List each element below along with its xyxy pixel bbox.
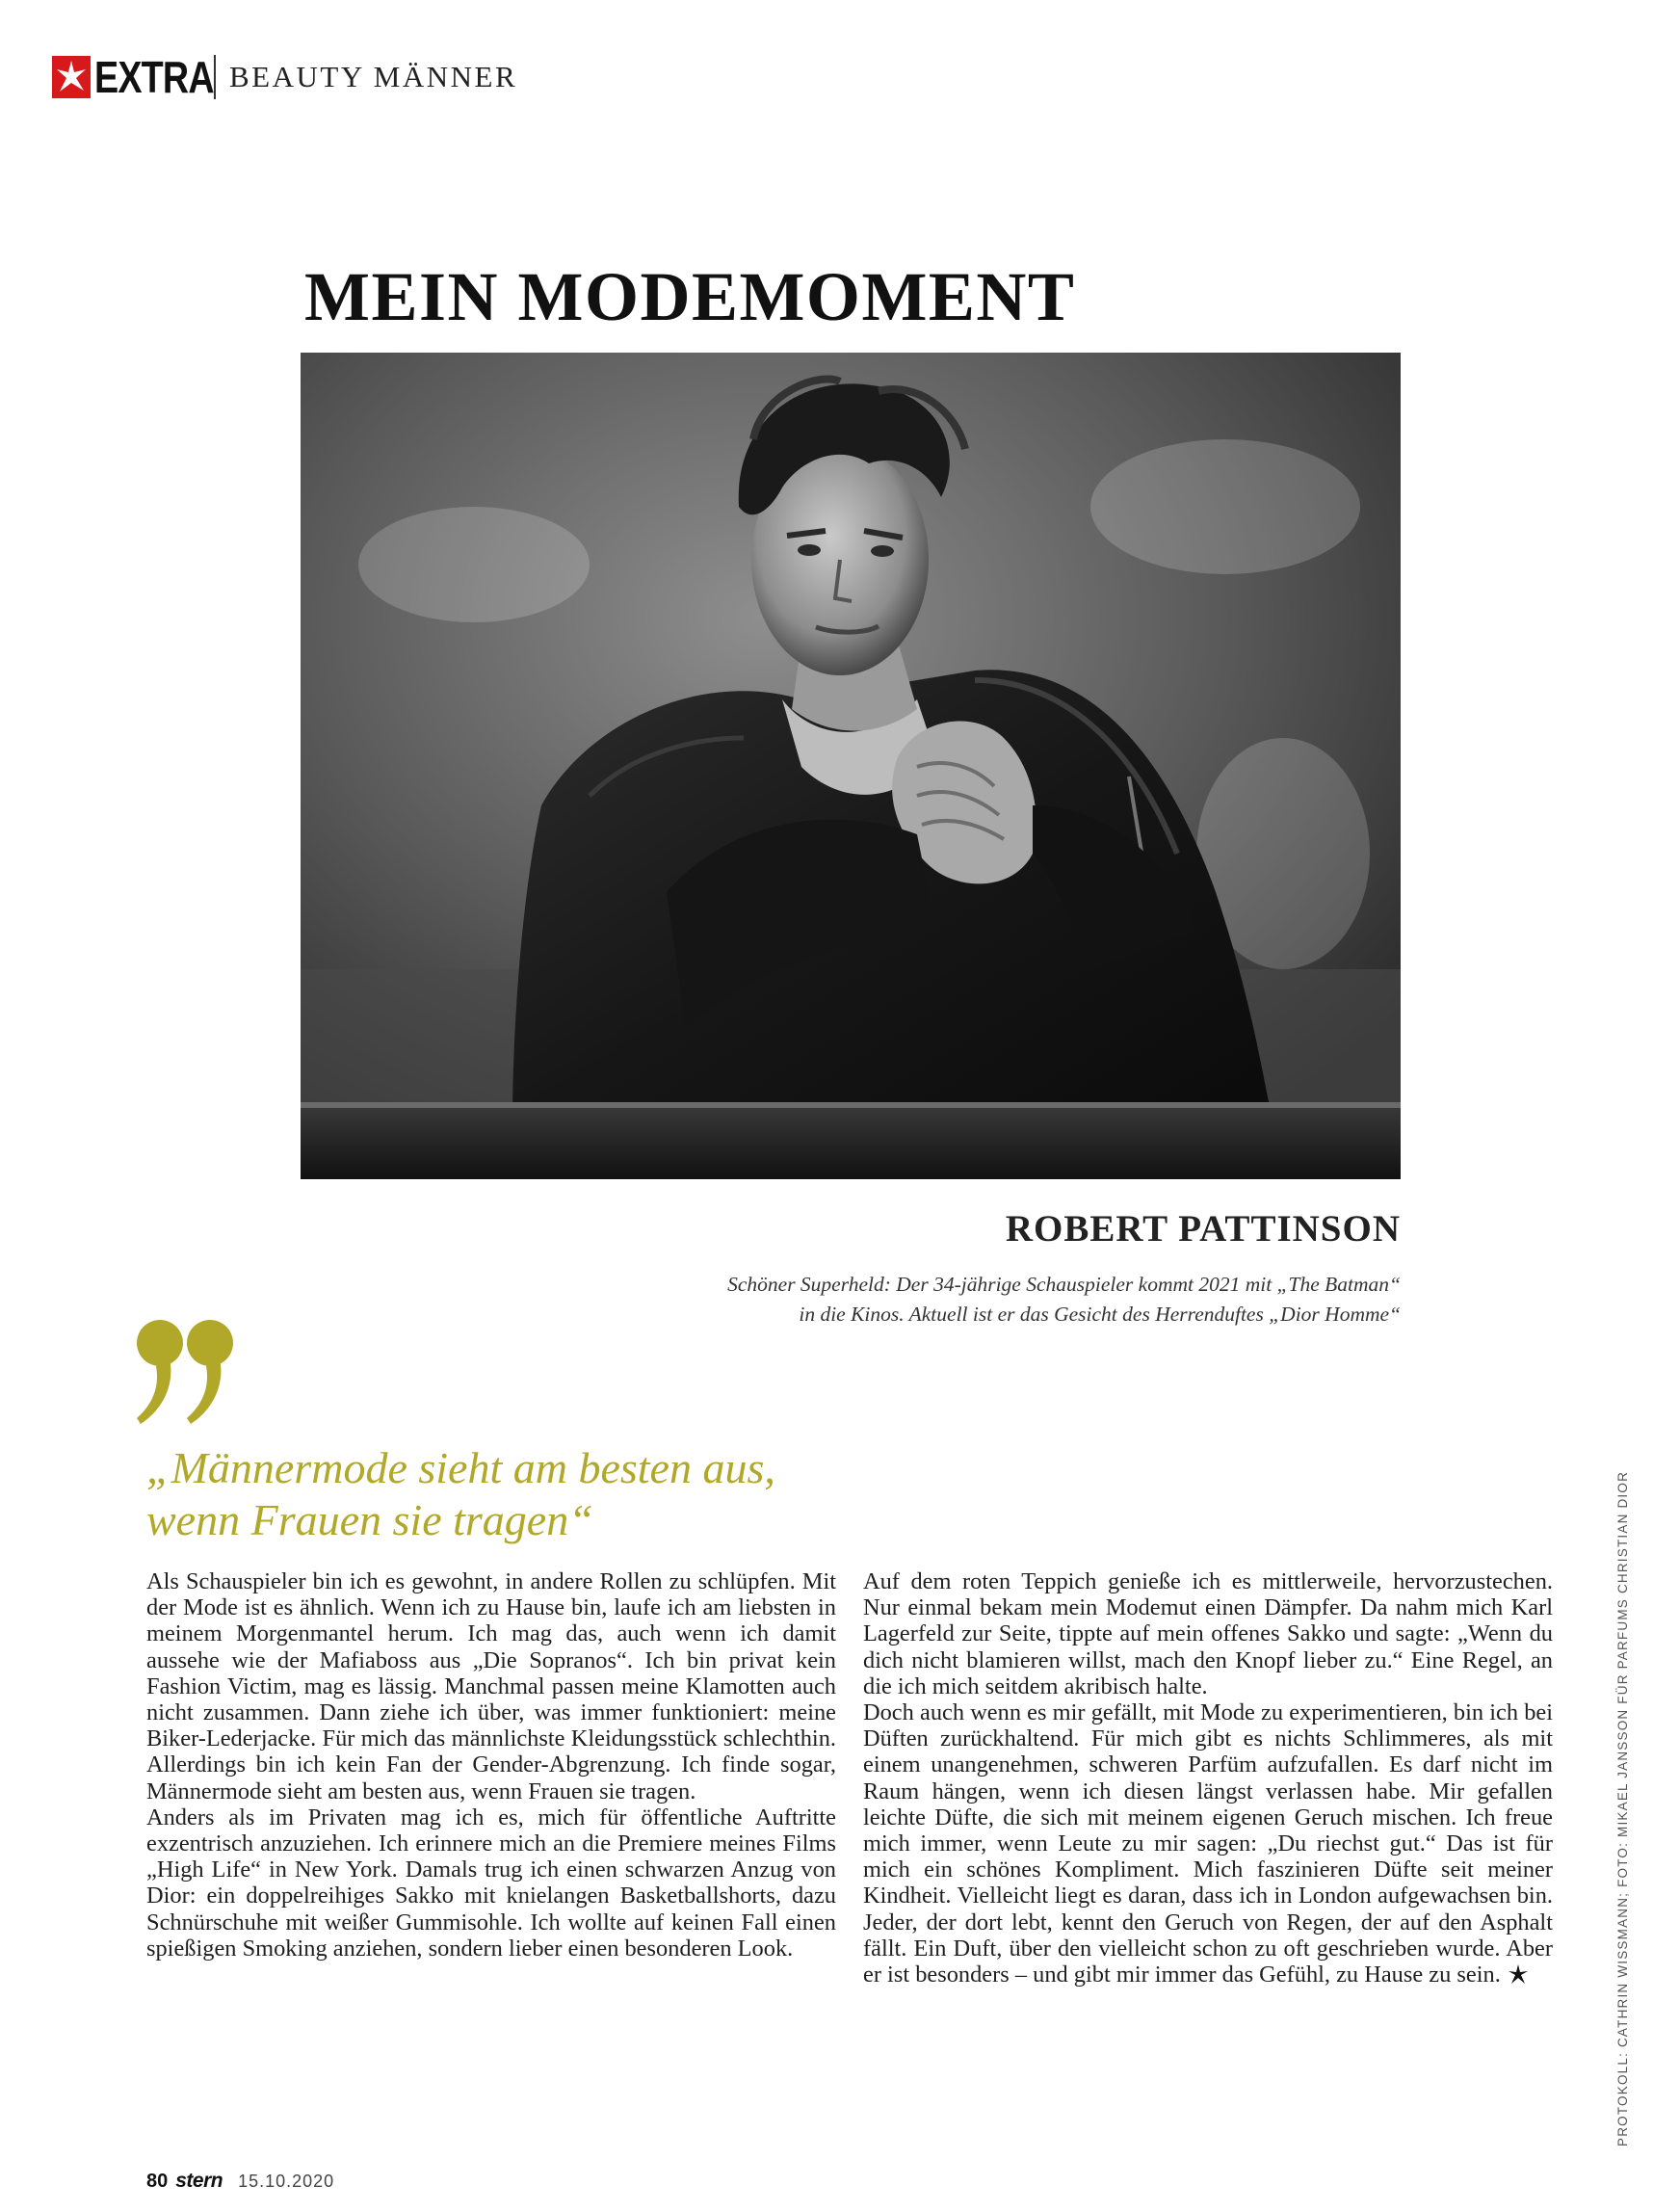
- header-divider: [214, 55, 216, 99]
- photo-credit-container: [1603, 1472, 1641, 2146]
- stern-star-icon: [52, 56, 91, 98]
- pull-quote-line-1: „Männermode sieht am besten aus,: [146, 1443, 775, 1492]
- section-label: BEAUTY MÄNNER: [229, 60, 518, 93]
- caption-text: Schöner Superheld: Der 34-jährige Schauspieler kommt 2021 mit „The Batman“ in die Kinos. Aktuell ist er das Gesicht des Herrenduftes „Dior Homme“: [727, 1273, 1401, 1326]
- pull-quote-line-2: wenn Frauen sie tragen“: [146, 1495, 593, 1544]
- body-paragraph: Auf dem roten Teppich genieße ich es mittlerweile, hervorzustechen. Nur einmal bekam mein Modemut einen Dämpfer. Da nahm mich Karl Lagerfeld zur Seite, tippte auf mein offenes Sakko und sagte: „Wenn du dich nicht blamieren willst, mach den Knopf lieber zu.“ Eine Regel, an die ich mich seitdem akribisch halte.: [863, 1568, 1553, 1699]
- end-star-icon: [1509, 1964, 1528, 1984]
- photo-credit: PROTOKOLL: CATHRIN WISSMANN; FOTO: MIKAEL JANSSON FÜR PARFUMS CHRISTIAN DIOR: [1615, 1470, 1630, 2146]
- pull-quote: [146, 1442, 879, 1546]
- page-footer: [146, 2170, 334, 2193]
- quote-mark-icon: [133, 1310, 239, 1426]
- page-header: [52, 50, 517, 104]
- body-paragraph-text: Doch auch wenn es mir gefällt, mit Mode zu experimentieren, bin ich bei Düften zurückhaltend. Für mich gibt es nichts Schlimmeres, als mit einem unangenehmen, schweren Parfüm aufzufallen. Es darf nicht im Raum hängen, wenn ich diesen längst verlassen habe. Mir gefallen leichte Düfte, die sich mit meinem eigenen Geruch mischen. Ich freue mich immer, wenn Leute zu mir sagen: „Du riechst gut.“ Das ist für mich ein schönes Kompliment. Mich faszinieren Düfte seit meiner Kindheit. Vielleicht liegt es daran, dass ich in London aufgewachsen bin. Jeder, der dort lebt, kennt den Geruch von Regen, der auf den Asphalt fällt. Ein Duft, über den vielleicht schon zu oft geschrieben wurde. Aber er ist besonders – und gibt mir immer das Gefühl, zu Hause zu sein.: [863, 1699, 1553, 1988]
- page-number: 80: [146, 2171, 169, 2192]
- body-column-right: [863, 1568, 1553, 1988]
- body-paragraph: Anders als im Privaten mag ich es, mich für öffentliche Auftritte exzentrisch anzuziehen. Ich erinnere mich an die Premiere meines Films „High Life“ in New York. Damals trug ich einen schwarzen Anzug von Dior: ein doppelreihiges Sakko mit knielangen Basketballshorts, dazu Schnürschuhe mit weißer Gummisohle. Ich wollte auf keinen Fall einen spießigen Smoking anziehen, sondern lieber einen besonderen Look.: [146, 1804, 836, 1962]
- body-column-left: [146, 1568, 836, 1962]
- extra-brand: EXTRA: [94, 52, 214, 102]
- portrait-photo: [301, 353, 1401, 1179]
- caption-name: ROBERT PATTINSON: [1005, 1208, 1401, 1250]
- magazine-name: stern: [175, 2170, 223, 2192]
- issue-date: 15.10.2020: [238, 2172, 335, 2191]
- body-paragraph: Als Schauspieler bin ich es gewohnt, in andere Rollen zu schlüpfen. Mit der Mode ist es ähnlich. Wenn ich zu Hause bin, laufe ich am liebsten in meinem Morgenmantel herum. Ich mag das, auch wenn ich damit aussehe wie der Mafiaboss aus „Die Sopranos“. Ich bin privat kein Fashion Victim, mag es lässig. Manchmal passen meine Klamotten auch nicht zusammen. Dann ziehe ich über, was immer funktioniert: meine Biker-Lederjacke. Für mich das männlichste Kleidungsstück schlechthin. Allerdings bin ich kein Fan der Gender-Abgrenzung. Ich finde sogar, Männermode sieht am besten aus, wenn Frauen sie tragen.: [146, 1568, 836, 1804]
- page-title: MEIN MODEMOMENT: [304, 258, 1076, 335]
- body-paragraph: [863, 1699, 1553, 1988]
